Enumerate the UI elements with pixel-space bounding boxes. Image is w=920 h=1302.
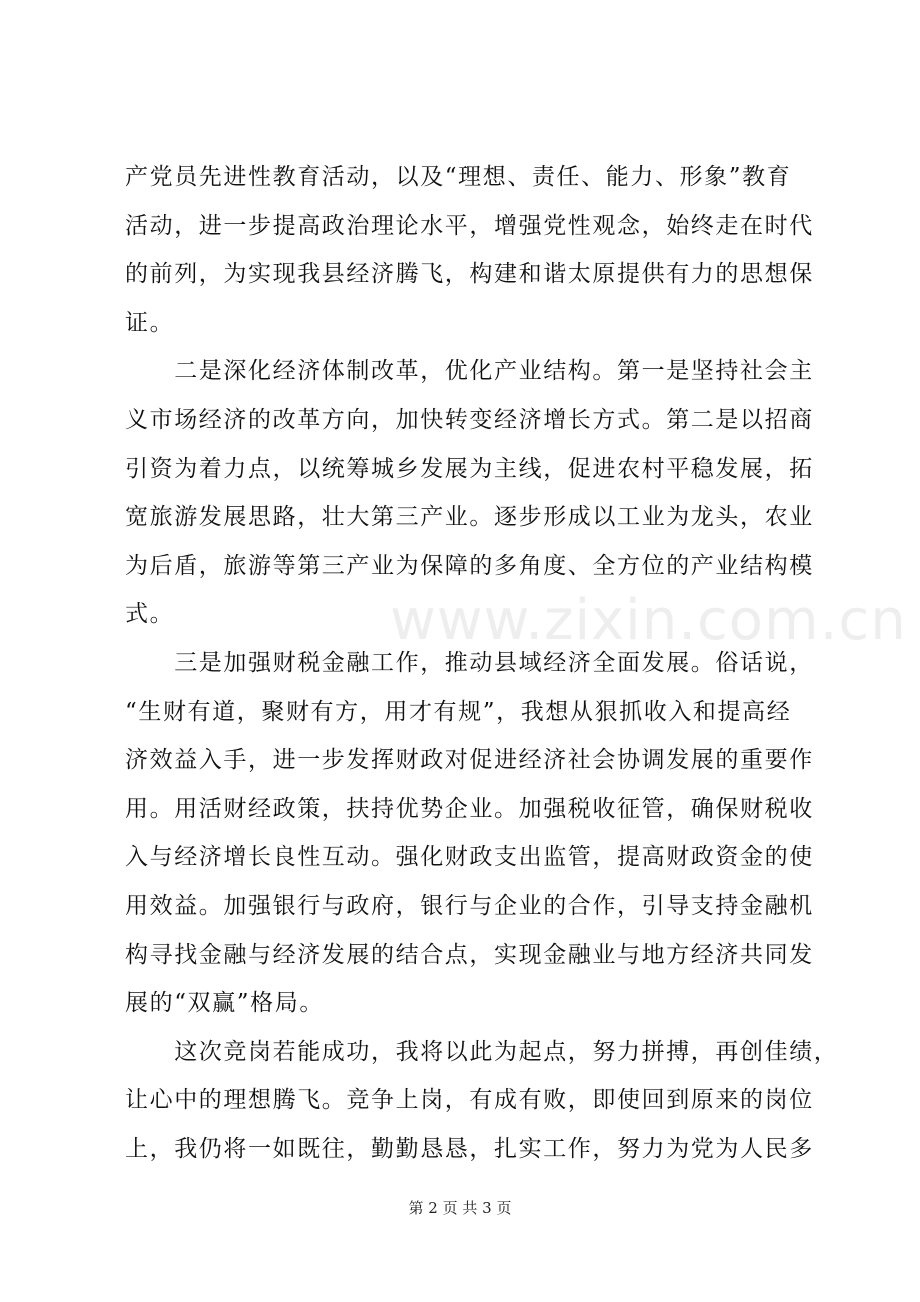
- text-line: 展的“双赢”格局。: [125, 990, 324, 1017]
- body-text: [125, 153, 839, 1173]
- text-line: 活动，进一步提高政治理论水平，增强党性观念，始终走在时代: [125, 212, 814, 239]
- text-line: 用。用活财经政策，扶持优势企业。加强税收征管，确保财税收: [125, 795, 814, 822]
- text-line: 宽旅游发展思路，壮大第三产业。逐步形成以工业为龙头，农业: [125, 504, 814, 531]
- text-line: 式。: [125, 601, 175, 628]
- text-line: 的前列，为实现我县经济腾飞，构建和谐太原提供有力的思想保: [125, 261, 814, 288]
- page-footer: 第 2 页 共 3 页: [408, 1199, 512, 1217]
- text-line: 证。: [125, 309, 175, 336]
- text-line: 用效益。加强银行与政府，银行与企业的合作，引导支持金融机: [125, 892, 814, 919]
- text-line: 引资为着力点，以统筹城乡发展为主线，促进农村平稳发展，拓: [125, 455, 814, 482]
- text-line: 入与经济增长良性互动。强化财政支出监管，提高财政资金的使: [125, 844, 814, 871]
- text-line: 让心中的理想腾飞。竞争上岗，有成有败，即使回到原来的岗位: [125, 1087, 814, 1114]
- text-line: 义市场经济的改革方向，加快转变经济增长方式。第二是以招商: [125, 406, 814, 433]
- text-line: 为后盾，旅游等第三产业为保障的多角度、全方位的产业结构模: [125, 552, 814, 579]
- text-line: “生财有道，聚财有方，用才有规”，我想从狠抓收入和提高经: [125, 698, 792, 725]
- text-line: 上，我仍将一如既往，勤勤恳恳，扎实工作，努力为党为人民多: [125, 1135, 814, 1162]
- text-line: 三是加强财税金融工作，推动县域经济全面发展。俗话说，: [125, 649, 814, 676]
- text-line: 这次竞岗若能成功，我将以此为起点，努力拼搏，再创佳绩，: [125, 1038, 839, 1065]
- text-line: 二是深化经济体制改革，优化产业结构。第一是坚持社会主: [125, 358, 814, 385]
- text-line: 构寻找金融与经济发展的结合点，实现金融业与地方经济共同发: [125, 941, 814, 968]
- text-line: 济效益入手，进一步发挥财政对促进经济社会协调发展的重要作: [125, 747, 814, 774]
- watermark: www.zixin.com.cn: [390, 588, 907, 653]
- text-line: 产党员先进性教育活动，以及“理想、责任、能力、形象”教育: [125, 164, 792, 190]
